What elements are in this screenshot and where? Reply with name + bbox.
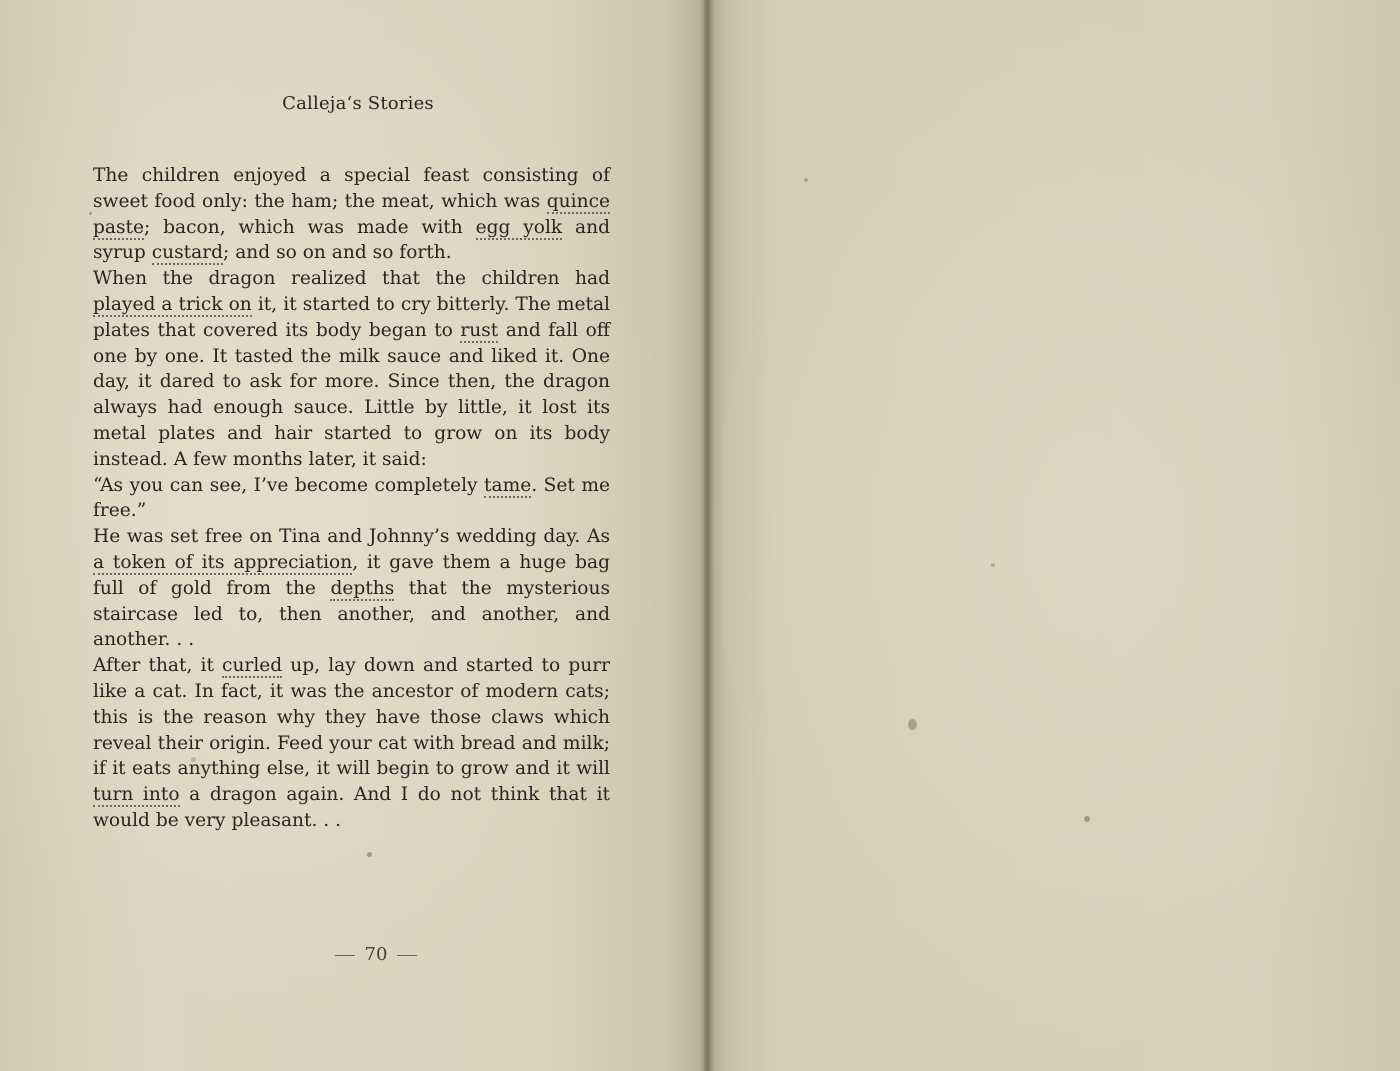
paragraph-text: , it gave them a huge bag full of gold from the [93,551,610,599]
paragraph-text: a dragon again. And I do not think that it would be very pleasant. . . [93,784,610,831]
paragraph-text: . Set me free.” [93,474,610,522]
paper-speck [804,178,808,182]
paper-speck [908,719,917,730]
glossary-term: tame [484,474,532,496]
paper-speck [191,757,196,762]
story-text [93,163,610,834]
glossary-term: custard [151,242,224,264]
glossary-term: depths [330,577,395,599]
paragraph [93,653,610,834]
paragraph [93,524,610,653]
page-number-footer [318,944,434,965]
paragraph-text: and syrup [93,216,610,264]
paragraph-text: that the mysterious staircase led to, then another, and another, and another. . . [93,577,610,651]
right-page-blank [704,0,1400,1071]
paragraph-text: After that, it [93,655,223,677]
glossary-term: egg yolk [475,216,563,238]
running-head: Calleja‘s Stories [282,93,434,114]
glossary-term: rust [460,319,499,341]
paragraph-text: When the dragon realized that the children had [93,268,610,290]
paragraph-text: The children enjoyed a special feast consisting of sweet food only: the ham; the meat, which was [93,165,610,212]
glossary-term: turn into [93,784,180,806]
glossary-term: a token of its appreciation [93,551,353,573]
paragraph-text: He was set free on Tina and Johnny’s wedding day. As [93,526,610,548]
paper-speck [89,212,92,215]
paragraph-text: ; and so on and so forth. [223,242,452,264]
folio-dash-right [397,955,417,956]
book-gutter [700,0,714,1071]
paper-speck [991,563,995,567]
paper-speck [1084,816,1090,822]
paragraph-text: up, lay down and started to purr like a cat. In fact, it was the ancestor of modern cats; this is the reason why they have those claws which reveal their origin. Feed your cat with bread and milk; if it eats anything else, it will begin to grow and it will [93,655,610,780]
paragraph-text: it, it started to cry bitterly. The metal plates that covered its body began to [93,293,611,341]
glossary-term: quince paste [93,190,610,238]
paragraph-text: and fall off one by one. It tasted the milk sauce and liked it. One day, it dared to ask for more. Since then, the dragon always had enough sauce. Little by little, it lost its metal plates and hair started to grow on its body instead. A few months later, it said: [93,319,610,470]
paragraph [93,473,610,525]
glossary-term: played a trick on [93,293,252,315]
paragraph [93,163,610,266]
paper-speck [367,852,372,857]
paragraph [93,266,610,472]
folio-dash-left [335,955,355,956]
glossary-term: curled [222,655,283,677]
page-number: 70 [364,944,388,965]
paragraph-text: “As you can see, I’ve become completely [93,474,485,496]
paragraph-text: ; bacon, which was made with [144,216,476,238]
